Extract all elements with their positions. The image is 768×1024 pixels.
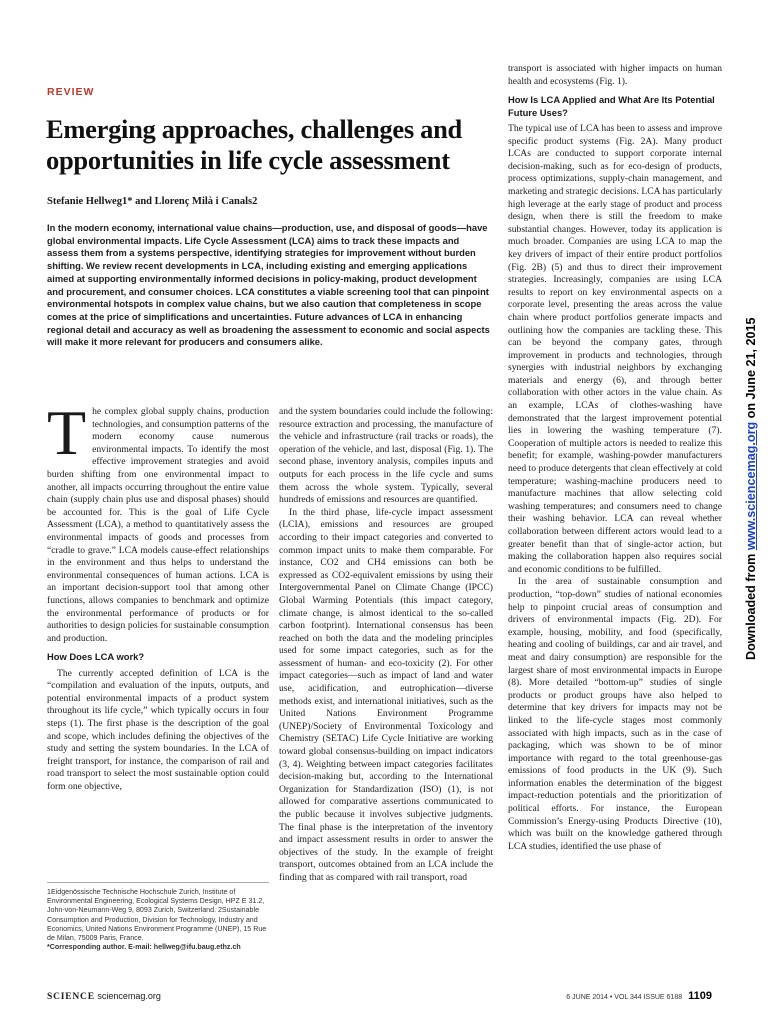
download-watermark <box>744 318 758 660</box>
issue-info: 6 JUNE 2014 • VOL 344 ISSUE 6188 <box>566 994 683 1001</box>
body-paragraph: transport is associated with higher impacts on human health and ecosystems (Fig. 1). <box>508 63 722 87</box>
intro-text: he complex global supply chains, production technologies, and consumption patterns of the modern economy cause numerous environmental impacts. To identify the most effective improvement strategies and avoid burden shifting from one environmental impact to another, all impacts occurring throughout the entire value chain (supply chain plus use and disposal phases) should be accounted for. This is the goal of Life Cycle Assessment (LCA), a method to quantitatively assess the environmental impacts of goods and processes from “cradle to grave.” LCA models cause-effect relationships in the environment and thus helps to understand the environmental consequences of human actions. LCA is an important decision-support tool that among other functions, allows companies to benchmark and optimize the environmental performance of products or for authorities to design policies for sustainable consumption and production. <box>47 406 269 644</box>
text-column-2 <box>279 406 493 885</box>
text-column-3 <box>508 63 722 853</box>
footnotes <box>47 882 269 952</box>
intro-paragraph <box>47 397 269 645</box>
section-heading-how-lca-works: How Does LCA work? <box>47 651 145 663</box>
footer-journal <box>47 991 161 1002</box>
journal-name: SCIENCE <box>47 992 95 1002</box>
corresponding-author: *Corresponding author. E-mail: hellweg@ifu.baug.ethz.ch <box>47 943 241 952</box>
body-paragraph: In the third phase, life-cycle impact assessment (LCIA), emissions and resources are grouped according to their impact categories and converted to common impact units to make them comparable. For instance, CO2 and CH4 emissions can both be expressed as CO2-equivalent emissions by using their Intergovernmental Panel on Climate Change (IPCC) Global Warming Potentials (this impact category, climate change, is almost identical to the so-called carbon footprint). International consensus has been reached on both the data and the modeling principles used for some impact categories, such as for the assessment of human- and eco-toxicity (2). For other impact categories—such as impact of land and water use, acidification, and eutrophication—diverse methods exist, and international initiatives, such as the United Nations Environment Programme (UNEP)/Society of Environmental Toxicology and Chemistry (SETAC) Life Cycle Initiative are working toward global consensus-building on impact indicators (3, 4). Weighting between impact categories facilitates decision-making but, according to the International Organization for Standardization (ISO) (1), is not allowed for comparative assertions communicated to the public because it involves subjective judgments. The final phase is the interpretation of the inventory and impact assessment results in order to answer the objectives of the study. In the example of freight transport, outcomes obtained from an LCA include the finding that as compared with rail transport, road <box>279 506 493 883</box>
section-label: REVIEW <box>47 86 95 98</box>
article-title: Emerging approaches, challenges and opportunities in life cycle assessment <box>46 114 462 175</box>
section-heading-applications: How Is LCA Applied and What Are Its Potential Future Uses? <box>508 94 715 118</box>
page-number: 1109 <box>688 990 712 1002</box>
body-paragraph: and the system boundaries could include the following: resource extraction and processing, the manufacture of the vehicle and infrastructure (rail tracks or roads), the operation of the vehicle, and last, disposal (Fig. 1). The second phase, inventory analysis, compiles inputs and outputs for each process in the life cycle and sums them across the whole system. Typically, several hundreds of emissions and resources are quantified. <box>279 406 493 506</box>
journal-site[interactable]: sciencemag.org <box>97 991 161 1001</box>
download-date: on June 21, 2015 <box>744 317 758 419</box>
body-paragraph: In the area of sustainable consumption and production, “top-down” studies of national economies help to pinpoint crucial areas of consumption and drivers of environmental impacts (Fig. 2D). For example, housing, mobility, and food (specifically, heating and cooling of buildings, car and air travel, and meat and dairy consumption) are responsible for the largest share of most environmental impacts in Europe (8). More detailed “bottom-up” studies of single products or product groups have also helped to determine that key drivers for impacts may not be linked to the life-cycle stages most commonly associated with high impacts, such as in the case of packaging, which was shown to be of minor importance with regard to the total greenhouse-gas emissions of food products in the UK (9). Such information enables the determination of the biggest impact-reduction potentials and the prioritization of political efforts. For instance, the European Commission’s Energy-using Products Directive (10), which was built on the knowledge gathered through LCA studies, identified the use phase of <box>508 576 722 852</box>
footer-issue <box>566 990 712 1002</box>
body-paragraph: The currently accepted definition of LCA is the “compilation and evaluation of the inputs, outputs, and potential environmental impacts of a product system throughout its life cycle,” which typically occurs in four steps (1). The first phase is the description of the goal and scope, which includes defining the objectives of the study and setting the system boundaries. In the LCA of freight transport, for instance, the comparison of rail and road transport to select the most sustainable option could form one objective, <box>47 667 269 793</box>
drop-cap: T <box>47 397 87 468</box>
download-url-link[interactable]: www.sciencemag.org <box>744 421 758 551</box>
authors: Stefanie Hellweg1* and Llorenç Milà i Canals2 <box>47 196 258 207</box>
download-prefix: Downloaded from <box>744 553 758 660</box>
text-column-1 <box>47 397 269 794</box>
body-paragraph: The typical use of LCA has been to assess and improve specific product systems (Fig. 2A). Many product LCAs are conducted to support corporate internal decision-making, such as for eco-design of products, process optimizations, supply-chain management, and marketing and strategic decisions. LCA has particularly high leverage at the early stage of product and process design, when there is still the freedom to make substantial changes. However, today its application is much broader. Companies are using LCA to map the key drivers of impact of their entire product portfolios (Fig. 2B) (5) and thus to direct their improvement strategies. Increasingly, companies are using LCA results to report on key environmental aspects on a corporate level, presenting the areas across the value chain where product portfolios generate impacts and outlining how the companies are tackling these. This can be beyond the company gates, through improvement in products and technologies, through synergies with industrial neighbors by exchanging materials and energy (6), and through better collaboration with other actors in the value chain. As an example, LCAs of clothes-washing have demonstrated that the largest improvement potential lies in lowering the washing temperature (7). Cooperation of multiple actors is needed to realize this benefit; for example, washing-powder manufacturers need to produce detergents that clean effectively at cold temperature; washing-machine producers need to manufacture machines that allow selecting cold washing temperatures; and consumers need to change their washing behavior. LCA can reveal whether collaboration between different actors would lead to a greater benefit than that of single-actor action, but making the collaboration happen also requires social and economic conditions to be fulfilled. <box>508 123 722 575</box>
affiliations: 1Eidgenössische Technische Hochschule Zurich, Institute of Environmental Engineering, Ecological Systems Design, HPZ E 31.2, John-von-Neumann-Weg 9, 8093 Zurich, Switzerland. 2Sustainable Consumption and Production, Division for Technology, Industry and Economics, United Nations Environment Programme (UNEP), 15 Rue de Milan, 75009 Paris, France. <box>47 888 267 943</box>
abstract: In the modern economy, international value chains—production, use, and disposal of goods—have global environmental impacts. Life Cycle Assessment (LCA) aims to track these impacts and assess them from a systems perspective, identifying strategies for improvement without burden shifting. We review recent developments in LCA, including existing and emerging applications aimed at supporting environmentally informed decisions in policy-making, product development and procurement, and consumer choices. LCA constitutes a viable screening tool that can pinpoint environmental hotspots in complex value chains, but we also caution that completeness in scope comes at the price of simplifications and uncertainties. Future advances of LCA in enhancing regional detail and accuracy as well as broadening the assessment to economic and social aspects will make it more relevant for producers and consumers alike. <box>47 222 490 348</box>
